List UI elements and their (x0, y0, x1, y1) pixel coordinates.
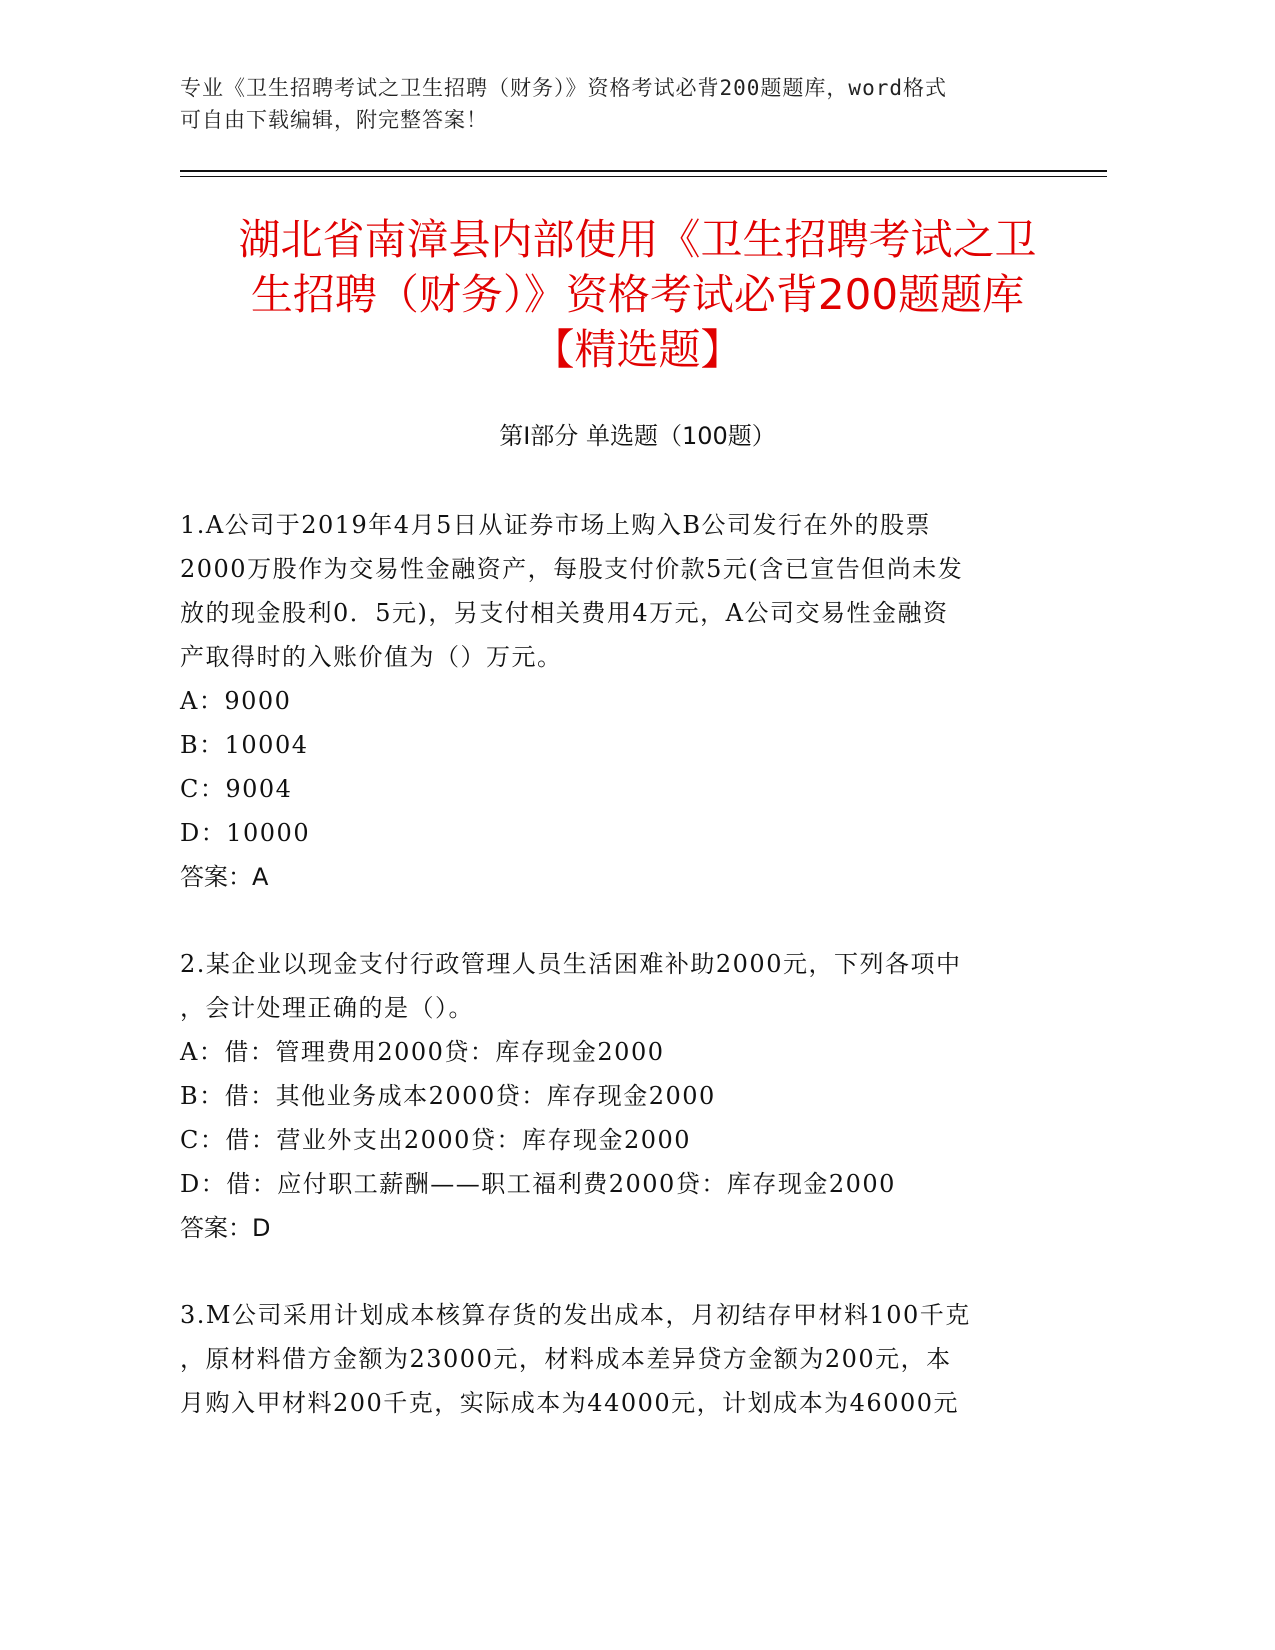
question-3 (180, 1293, 1060, 1425)
header-note (180, 72, 1060, 136)
option-b: B：借：其他业务成本2000贷：库存现金2000 (180, 1082, 716, 1110)
answer-label: 答案：A (180, 863, 269, 891)
document-title (150, 212, 1125, 377)
question-1 (180, 503, 1060, 899)
section-heading: 第Ⅰ部分 单选题（100题） (499, 422, 776, 450)
header-note-line: 专业《卫生招聘考试之卫生招聘（财务）》资格考试必背200题题库，word格式 (180, 76, 947, 100)
header-divider-thin (180, 176, 1107, 177)
answer-label: 答案：D (180, 1214, 271, 1242)
title-line: 湖北省南漳县内部使用《卫生招聘考试之卫 (238, 215, 1037, 264)
option-c: C：借：营业外支出2000贷：库存现金2000 (180, 1126, 692, 1154)
question-stem-line: 月购入甲材料200千克，实际成本为44000元，计划成本为46000元 (180, 1389, 960, 1417)
option-a: A：9000 (180, 687, 292, 715)
question-stem-line: 1.A公司于2019年4月5日从证券市场上购入B公司发行在外的股票 (180, 511, 931, 539)
title-line: 【精选题】 (532, 325, 743, 374)
question-list (180, 503, 1060, 1468)
header-divider-thick (180, 170, 1107, 172)
question-stem-line: 3.M公司采用计划成本核算存货的发出成本，月初结存甲材料100千克 (180, 1301, 971, 1329)
question-stem-line: 产取得时的入账价值为（）万元。 (180, 643, 563, 671)
title-line: 生招聘（财务）》资格考试必背200题题库 (250, 270, 1025, 319)
question-stem-line: ，原材料借方金额为23000元，材料成本差异贷方金额为200元，本 (180, 1345, 952, 1373)
question-stem-line: 放的现金股利0．5元)，另支付相关费用4万元，A公司交易性金融资 (180, 599, 949, 627)
option-b: B：10004 (180, 731, 309, 759)
option-a: A：借：管理费用2000贷：库存现金2000 (180, 1038, 665, 1066)
option-d: D：借：应付职工薪酬——职工福利费2000贷：库存现金2000 (180, 1170, 896, 1198)
header-note-line: 可自由下载编辑，附完整答案！ (180, 108, 488, 132)
option-d: D：10000 (180, 819, 311, 847)
question-2 (180, 942, 1060, 1250)
question-stem-line: ，会计处理正确的是（）。 (180, 994, 474, 1022)
question-stem-line: 2000万股作为交易性金融资产，每股支付价款5元(含已宣告但尚未发 (180, 555, 964, 583)
question-stem-line: 2.某企业以现金支付行政管理人员生活困难补助2000元，下列各项中 (180, 950, 962, 978)
option-c: C：9004 (180, 775, 293, 803)
